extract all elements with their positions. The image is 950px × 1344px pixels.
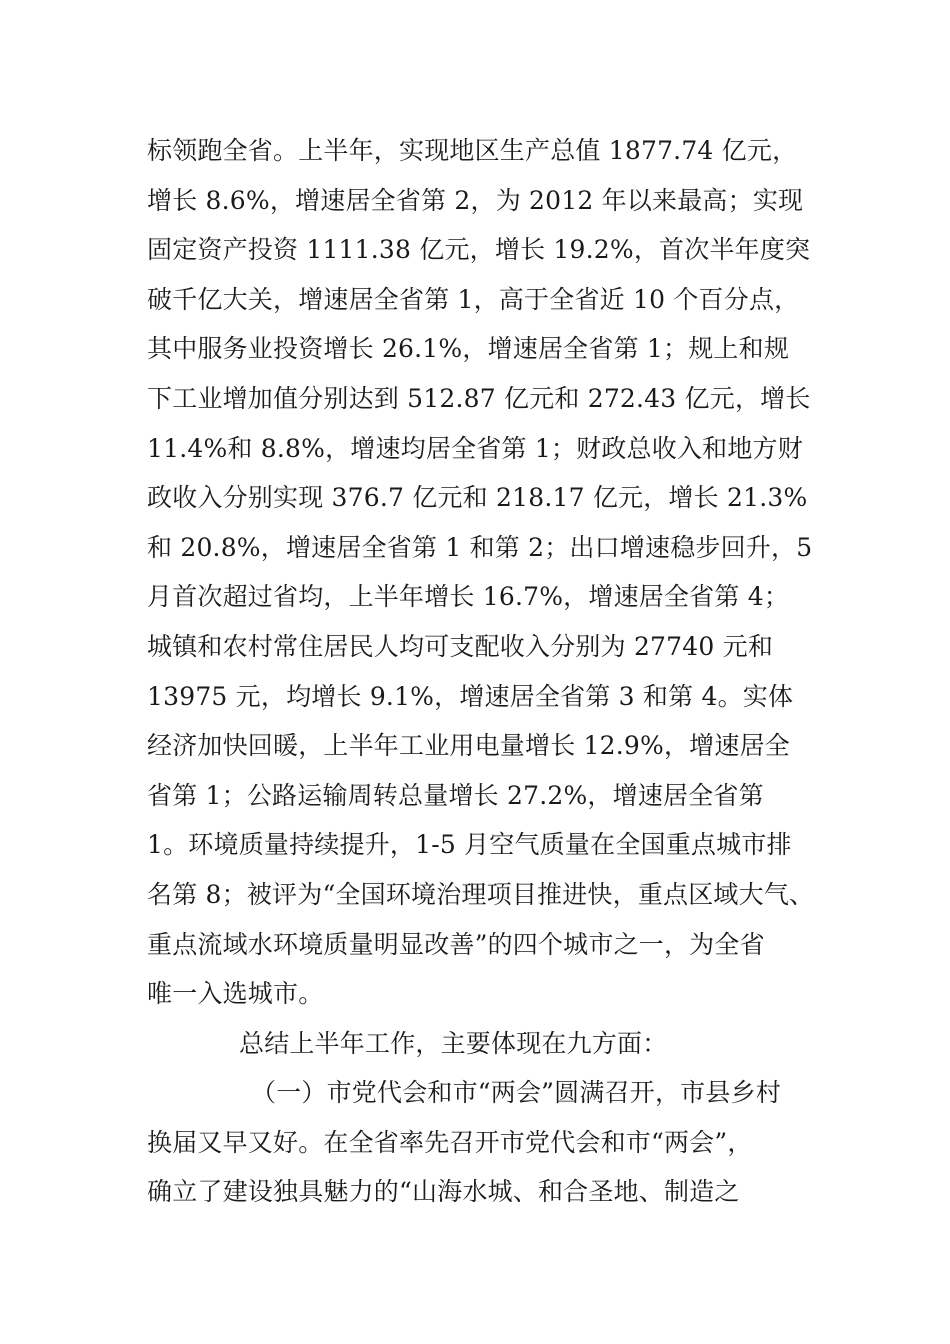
text-line: 11.4%和 8.8%，增速均居全省第 1；财政总收入和地方财: [147, 433, 803, 463]
text-line: 重点流域水环境质量明显改善”的四个城市之一，为全省: [147, 929, 765, 959]
text-line: 月首次超过省均，上半年增长 16.7%，增速居全省第 4；: [147, 582, 790, 612]
text-line: 和 20.8%，增速居全省第 1 和第 2；出口增速稳步回升，5: [147, 532, 813, 562]
body-text: [147, 131, 847, 1222]
text-line: 其中服务业投资增长 26.1%，增速居全省第 1；规上和规: [147, 334, 790, 364]
text-line: 增长 8.6%，增速居全省第 2，为 2012 年以来最高；实现: [147, 185, 804, 215]
text-line: 固定资产投资 1111.38 亿元，增长 19.2%，首次半年度突: [147, 235, 811, 265]
text-line: 1。环境质量持续提升，1-5 月空气质量在全国重点城市排: [147, 830, 792, 860]
text-line: 确立了建设独具魅力的“山海水城、和合圣地、制造之: [147, 1177, 740, 1207]
text-line: 名第 8；被评为“全国环境治理项目推进快，重点区域大气、: [147, 879, 815, 909]
text-line: 换届又早又好。在全省率先召开市党代会和市“两会”，: [147, 1127, 753, 1157]
text-line: 政收入分别实现 376.7 亿元和 218.17 亿元，增长 21.3%: [147, 483, 808, 513]
text-line: 标领跑全省。上半年，实现地区生产总值 1877.74 亿元，: [147, 136, 798, 165]
text-line: 经济加快回暖，上半年工业用电量增长 12.9%，增速居全: [147, 731, 790, 761]
text-line: 破千亿大关，增速居全省第 1，高于全省近 10 个百分点，: [147, 284, 800, 314]
text-line: 唯一入选城市。: [147, 979, 324, 1009]
text-line: 下工业增加值分别达到 512.87 亿元和 272.43 亿元，增长: [147, 383, 811, 413]
text-line: 省第 1；公路运输周转总量增长 27.2%，增速居全省第: [147, 780, 764, 810]
text-line: 城镇和农村常住居民人均可支配收入分别为 27740 元和: [147, 631, 774, 661]
paragraph-summary: 总结上半年工作，主要体现在九方面：: [239, 1028, 668, 1058]
text-line: 13975 元，均增长 9.1%，增速居全省第 3 和第 4。实体: [147, 681, 794, 711]
section-heading-line: （一）市党代会和市“两会”圆满召开，市县乡村: [251, 1078, 781, 1108]
